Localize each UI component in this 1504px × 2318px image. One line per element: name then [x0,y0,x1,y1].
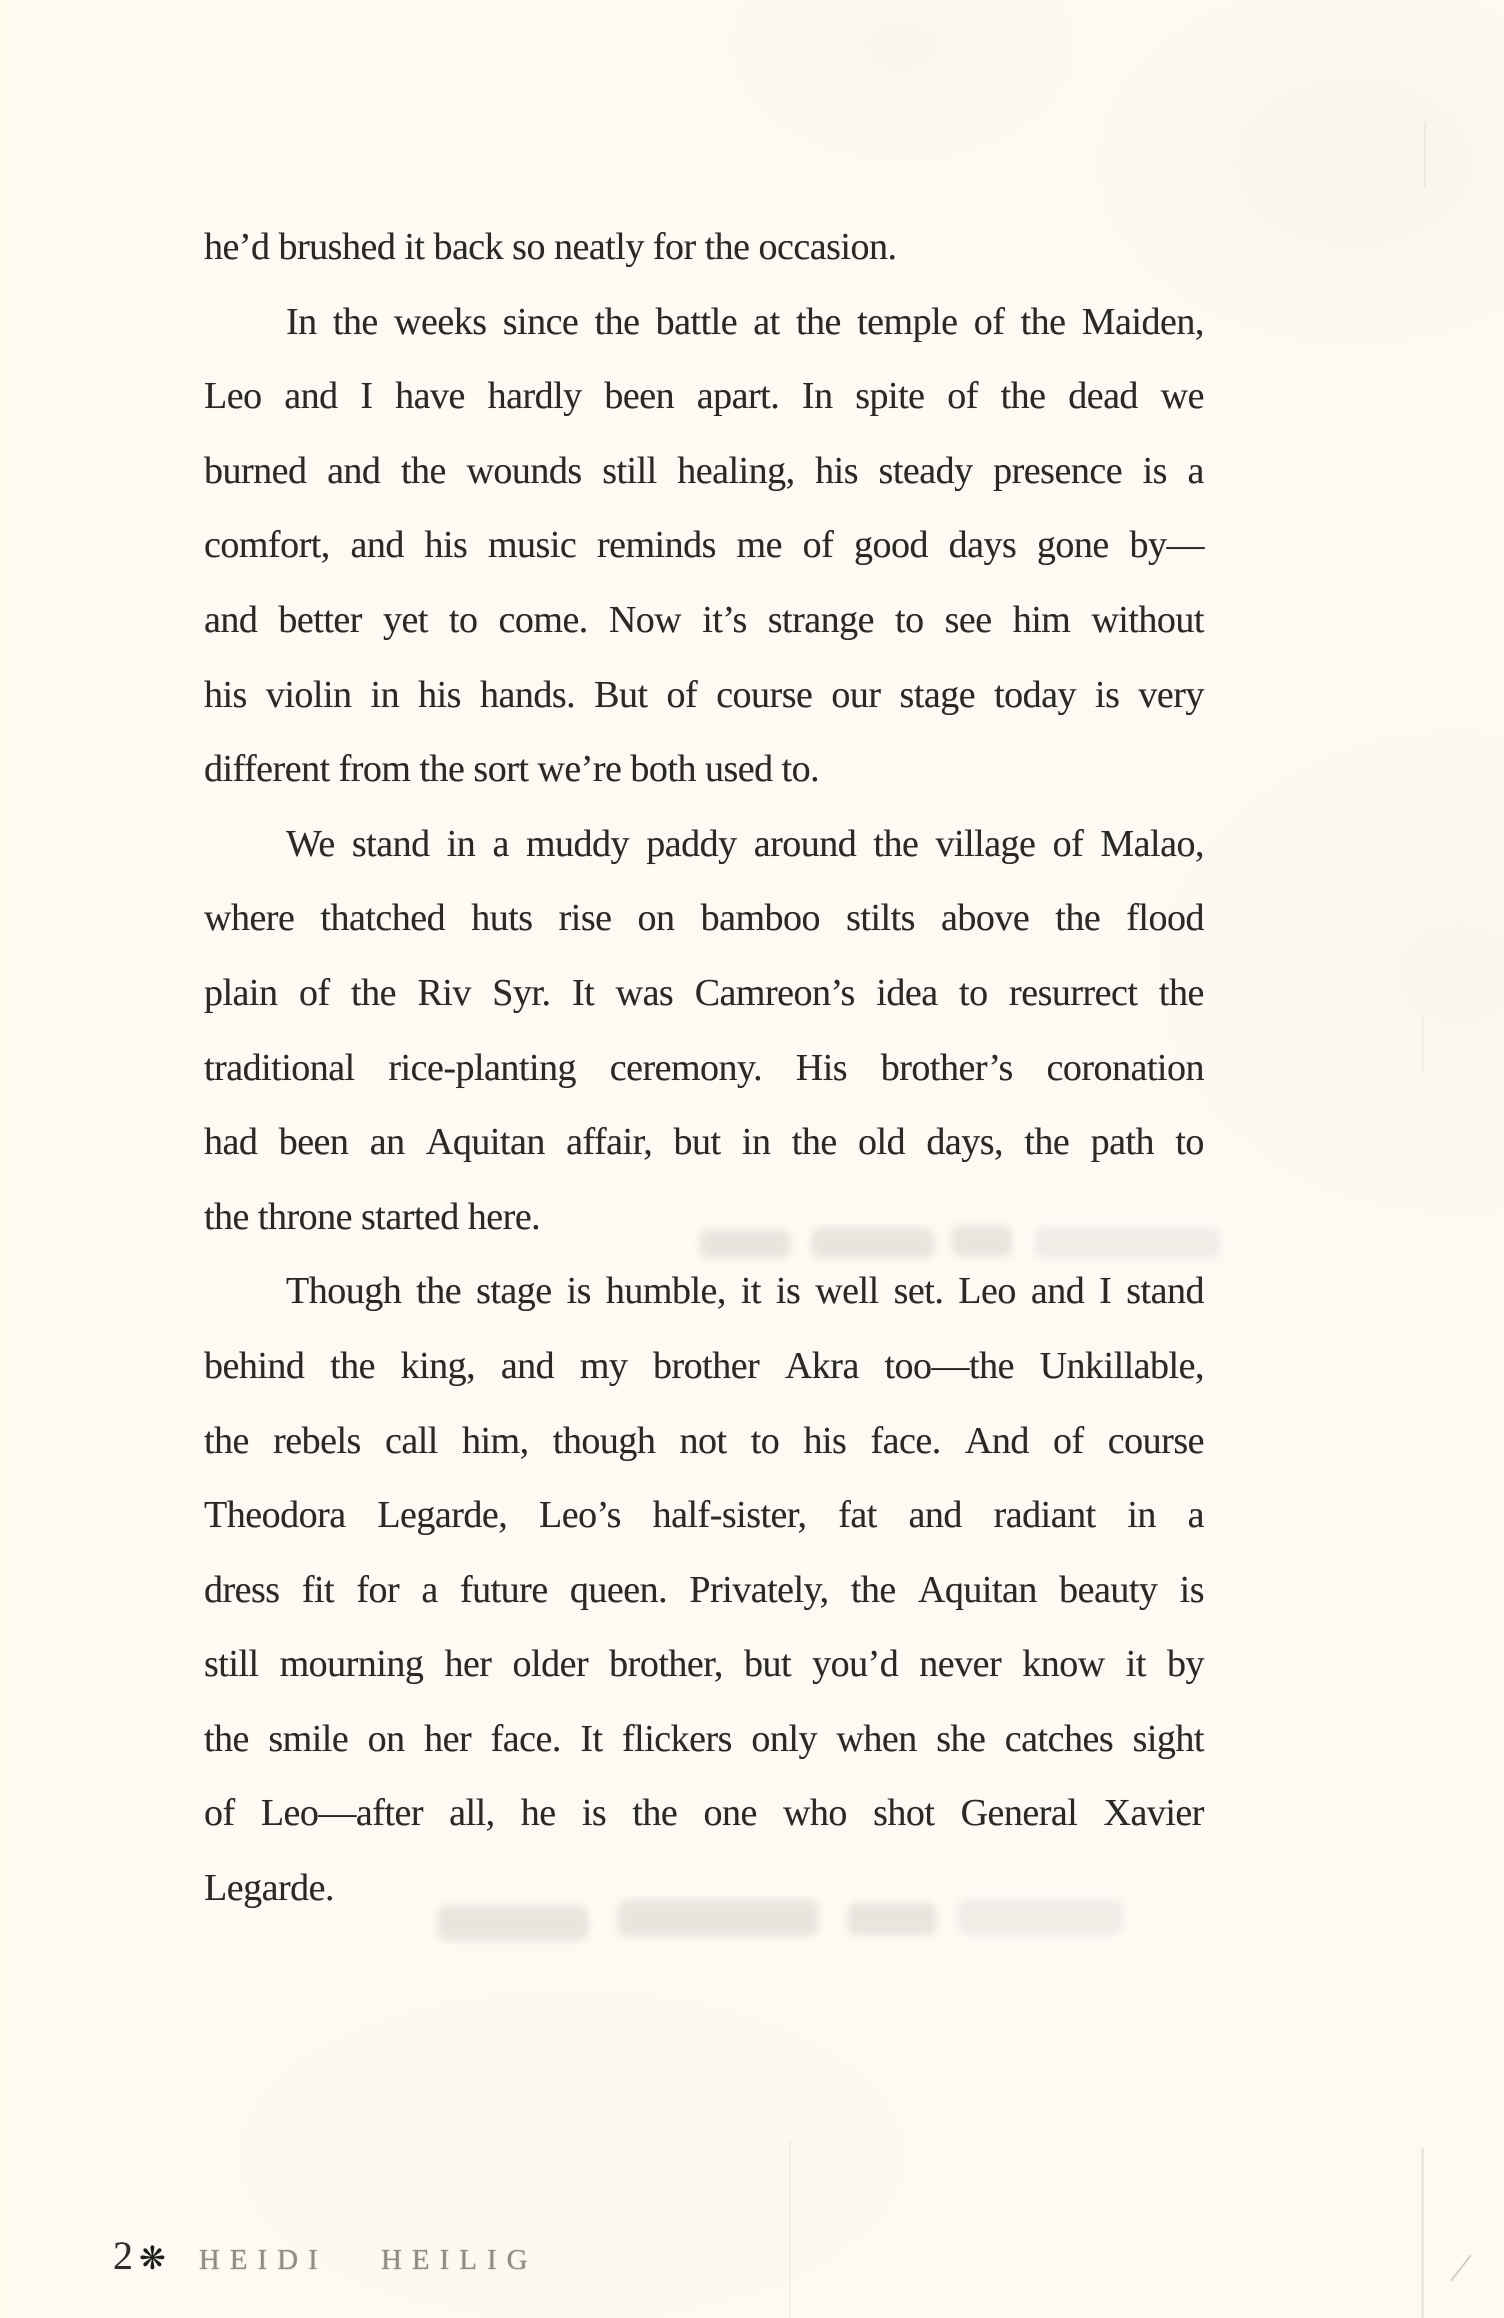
scan-crease-artifact [789,2140,791,2318]
text-line: plain of the Riv Syr. It was Camreon’s idea to resurrect the [204,971,1204,1014]
bleedthrough-artifact [700,1230,790,1258]
running-footer-author: HEIDI HEILIG [198,2244,538,2276]
text-line: behind the king, and my brother Akra too—the Unkillable, [204,1344,1204,1387]
bleedthrough-artifact [812,1228,934,1258]
bleedthrough-artifact [438,1906,588,1940]
scan-crease-artifact [1422,1015,1424,1073]
bleedthrough-artifact [952,1226,1012,1256]
text-line: Though the stage is humble, it is well set. Leo and I stand [286,1270,1204,1313]
body-text [204,210,1204,1926]
text-line: where thatched huts rise on bamboo stilts above the flood [204,897,1204,940]
text-line: the rebels call him, though not to his face. And of course [204,1419,1204,1462]
text-line: he’d brushed it back so neatly for the occasion. [204,226,897,268]
scratch-artifact [1450,2255,1471,2281]
scan-crease-artifact [1424,122,1426,188]
scan-crease-artifact [1421,2148,1424,2318]
text-line: the throne started here. [204,1195,541,1238]
bleedthrough-artifact [848,1903,936,1935]
text-line: different from the sort we’re both used to. [204,748,820,791]
bleedthrough-artifact [618,1900,818,1936]
bleedthrough-artifact [958,1900,1123,1934]
text-line: Legarde. [204,1867,334,1910]
text-line: had been an Aquitan affair, but in the old days, the path to [204,1121,1204,1164]
bleedthrough-artifact [1035,1228,1220,1258]
page-footer [113,2232,538,2279]
text-line: the smile on her face. It flickers only when she catches sight [204,1717,1204,1760]
text-line: We stand in a muddy paddy around the village of Malao, [286,822,1204,865]
text-line: and better yet to come. Now it’s strange to see him without [204,598,1204,641]
text-line: burned and the wounds still healing, his steady presence is a [204,449,1204,492]
text-line: still mourning her older brother, but you’d never know it by [204,1643,1204,1686]
text-line: comfort, and his music reminds me of good days gone by— [204,524,1204,567]
text-line: of Leo—after all, he is the one who shot General Xavier [204,1792,1204,1835]
text-line: dress fit for a future queen. Privately, the Aquitan beauty is [204,1568,1204,1611]
text-line: Theodora Legarde, Leo’s half-sister, fat and radiant in a [204,1494,1204,1537]
sun-ornament-icon: ❋ [139,2239,166,2277]
text-line: his violin in his hands. But of course our stage today is very [204,673,1204,716]
text-line: In the weeks since the battle at the temple of the Maiden, [286,300,1204,343]
page-number: 2 [113,2233,133,2278]
text-line: traditional rice-planting ceremony. His brother’s coronation [204,1046,1204,1089]
text-line: Leo and I have hardly been apart. In spite of the dead we [204,375,1204,418]
